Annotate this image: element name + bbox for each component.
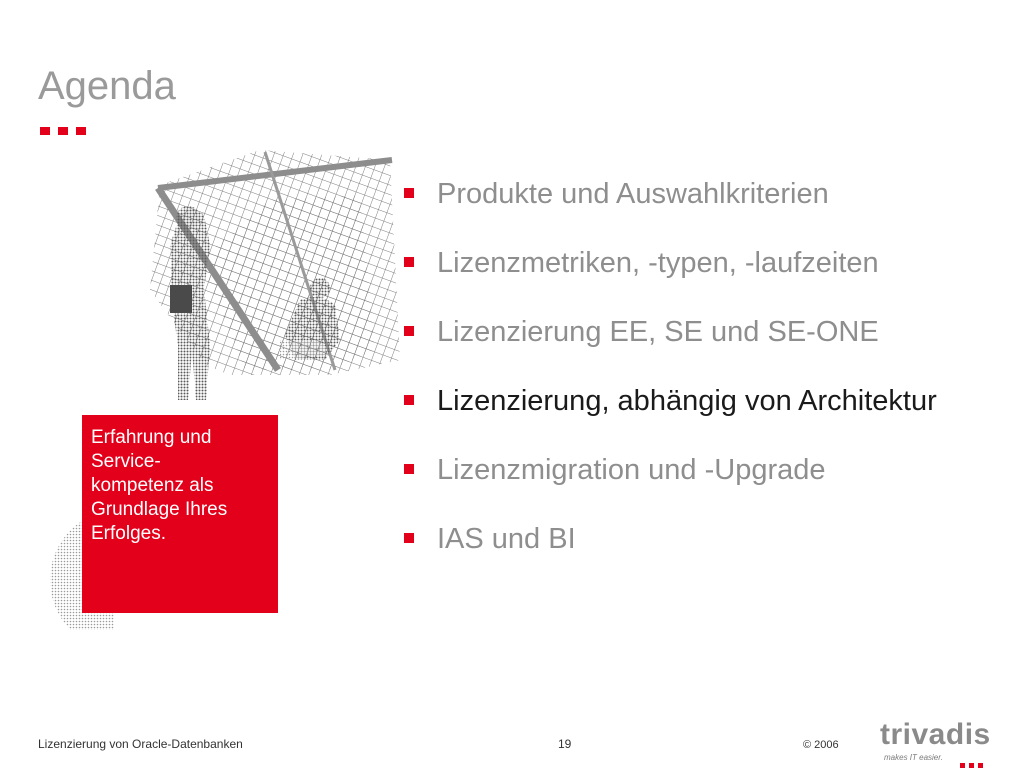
callout-box (82, 415, 278, 613)
footer-presentation-name: Lizenzierung von Oracle-Datenbanken (38, 737, 243, 751)
slide-title: Agenda (38, 64, 176, 108)
bullet-square-icon (404, 326, 414, 336)
agenda-item-label: Produkte und Auswahlkriterien (437, 178, 829, 210)
bullet-square-icon (404, 257, 414, 267)
agenda-item-label: Lizenzierung EE, SE und SE-ONE (437, 316, 879, 348)
bullet-square-icon (404, 464, 414, 474)
trivadis-logo (880, 718, 991, 764)
footer-page-number: 19 (558, 737, 572, 751)
agenda-list (404, 172, 937, 586)
callout-text: Erfahrung und Service- kompetenz als Grundlage Ihres Erfolges. (91, 427, 228, 544)
agenda-item (404, 379, 937, 448)
bullet-square-icon (404, 533, 414, 543)
logo-dots (960, 755, 987, 773)
bullet-square-icon (404, 188, 414, 198)
agenda-item-label: Lizenzmetriken, -typen, -laufzeiten (437, 247, 879, 279)
agenda-item (404, 172, 937, 241)
footer-copyright: © 2006 (803, 739, 839, 751)
agenda-item-label: IAS und BI (437, 523, 576, 555)
agenda-item (404, 448, 937, 517)
title-accent-dots (40, 122, 94, 140)
agenda-item (404, 241, 937, 310)
logo-wordmark: trivadis (880, 718, 991, 751)
agenda-item (404, 310, 937, 379)
agenda-item-label: Lizenzmigration und -Upgrade (437, 454, 826, 486)
agenda-item (404, 517, 937, 586)
agenda-item-label: Lizenzierung, abhängig von Architektur (437, 385, 937, 417)
logo-tagline: makes IT easier. (884, 753, 943, 762)
bullet-square-icon (404, 395, 414, 405)
